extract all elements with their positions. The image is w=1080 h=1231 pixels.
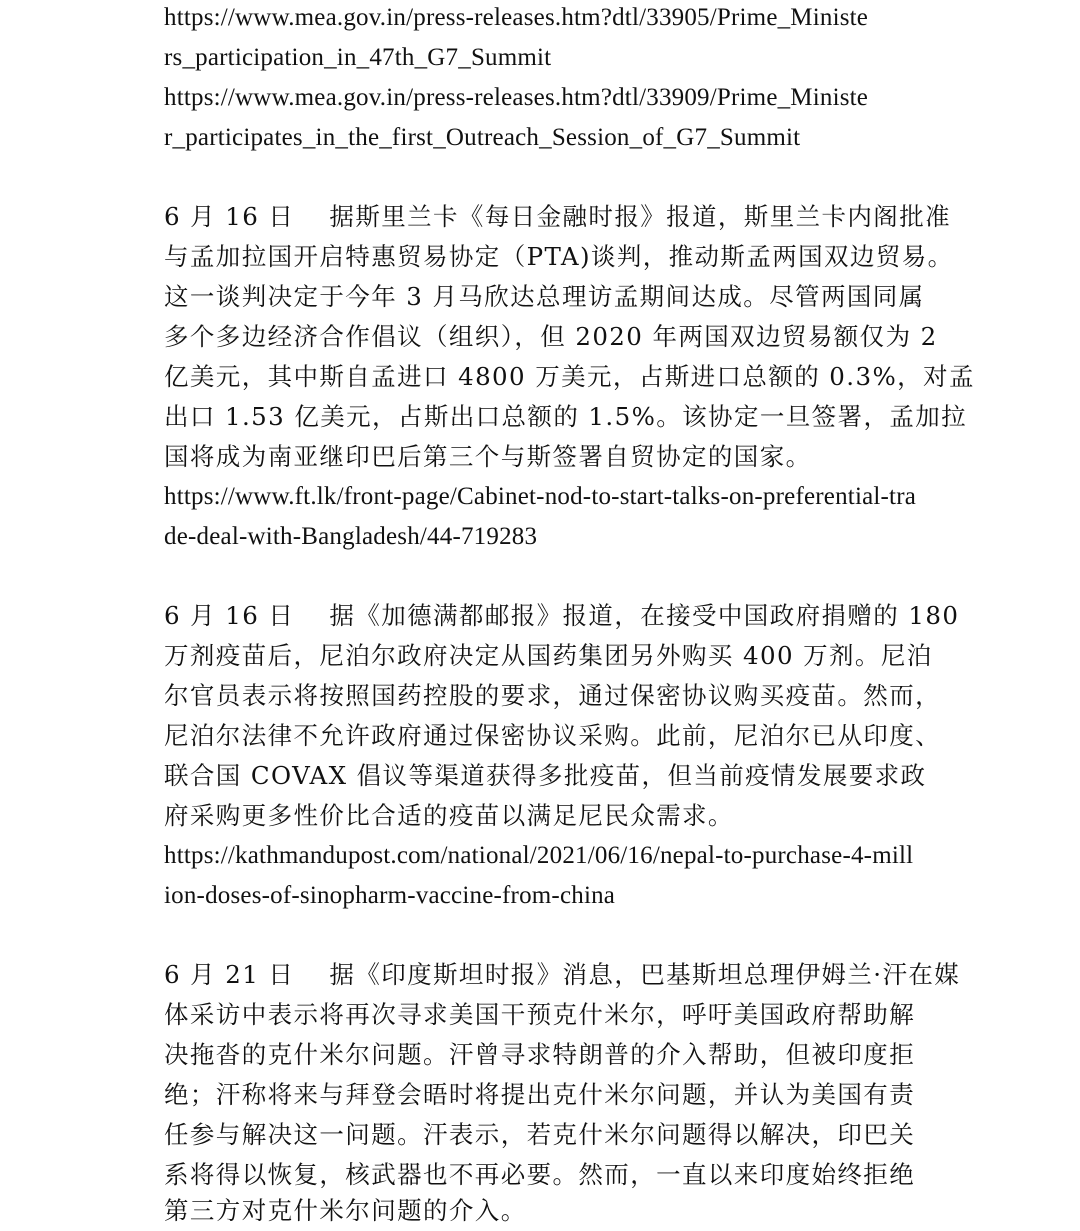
- source-link[interactable]: ion-doses-of-sinopharm-vaccine-from-china: [164, 882, 616, 909]
- paragraph-line: 国将成为南亚继印巴后第三个与斯签署自贸协定的国家。: [164, 442, 812, 471]
- paragraph-line: 第三方对克什米尔问题的介入。: [164, 1196, 527, 1225]
- source-link[interactable]: https://www.mea.gov.in/press-releases.htm?dtl/33909/Prime_Ministe: [164, 84, 869, 111]
- paragraph-line: 出口 1.53 亿美元，占斯出口总额的 1.5%。该协定一旦签署，孟加拉: [164, 402, 968, 431]
- paragraph-line: 多个多边经济合作倡议（组织），但 2020 年两国双边贸易额仅为 2: [164, 322, 938, 351]
- paragraph-line: 6 月 16 日 据斯里兰卡《每日金融时报》报道，斯里兰卡内阁批准: [164, 202, 952, 231]
- paragraph-line: 亿美元，其中斯自孟进口 4800 万美元，占斯进口总额的 0.3%，对孟: [164, 362, 975, 391]
- paragraph-line: 这一谈判决定于今年 3 月马欣达总理访孟期间达成。尽管两国同属: [164, 282, 925, 311]
- paragraph-line: 万剂疫苗后，尼泊尔政府决定从国药集团另外购买 400 万剂。尼泊: [164, 641, 933, 670]
- paragraph-line: 府采购更多性价比合适的疫苗以满足尼民众需求。: [164, 801, 734, 830]
- paragraph-line: 6 月 16 日 据《加德满都邮报》报道，在接受中国政府捐赠的 180: [164, 601, 960, 630]
- source-link[interactable]: r_participates_in_the_first_Outreach_Session_of_G7_Summit: [164, 124, 801, 151]
- paragraph-line: 体采访中表示将再次寻求美国干预克什米尔，呼吁美国政府帮助解: [164, 1000, 916, 1029]
- paragraph-line: 与孟加拉国开启特惠贸易协定（PTA)谈判，推动斯孟两国双边贸易。: [164, 242, 954, 271]
- paragraph-line: 联合国 COVAX 倡议等渠道获得多批疫苗，但当前疫情发展要求政: [164, 761, 927, 790]
- source-link[interactable]: de-deal-with-Bangladesh/44-719283: [164, 523, 538, 550]
- paragraph-line: 任参与解决这一问题。汗表示，若克什米尔问题得以解决，印巴关: [164, 1120, 916, 1149]
- paragraph-line: 绝；汗称将来与拜登会晤时将提出克什米尔问题，并认为美国有责: [164, 1080, 916, 1109]
- paragraph-line: 系将得以恢复，核武器也不再必要。然而，一直以来印度始终拒绝: [164, 1160, 916, 1189]
- paragraph-line: 尔官员表示将按照国药控股的要求，通过保密协议购买疫苗。然而，: [164, 681, 941, 710]
- paragraph-line: 尼泊尔法律不允许政府通过保密协议采购。此前，尼泊尔已从印度、: [164, 721, 941, 750]
- paragraph-line: 决拖沓的克什米尔问题。汗曾寻求特朗普的介入帮助，但被印度拒: [164, 1040, 916, 1069]
- source-link[interactable]: https://kathmandupost.com/national/2021/06/16/nepal-to-purchase-4-mill: [164, 842, 914, 869]
- source-link[interactable]: rs_participation_in_47th_G7_Summit: [164, 44, 552, 71]
- source-link[interactable]: https://www.ft.lk/front-page/Cabinet-nod-to-start-talks-on-preferential-tra: [164, 483, 917, 510]
- paragraph-line: 6 月 21 日 据《印度斯坦时报》消息，巴基斯坦总理伊姆兰·汗在媒: [164, 960, 961, 989]
- source-link[interactable]: https://www.mea.gov.in/press-releases.htm?dtl/33905/Prime_Ministe: [164, 4, 869, 31]
